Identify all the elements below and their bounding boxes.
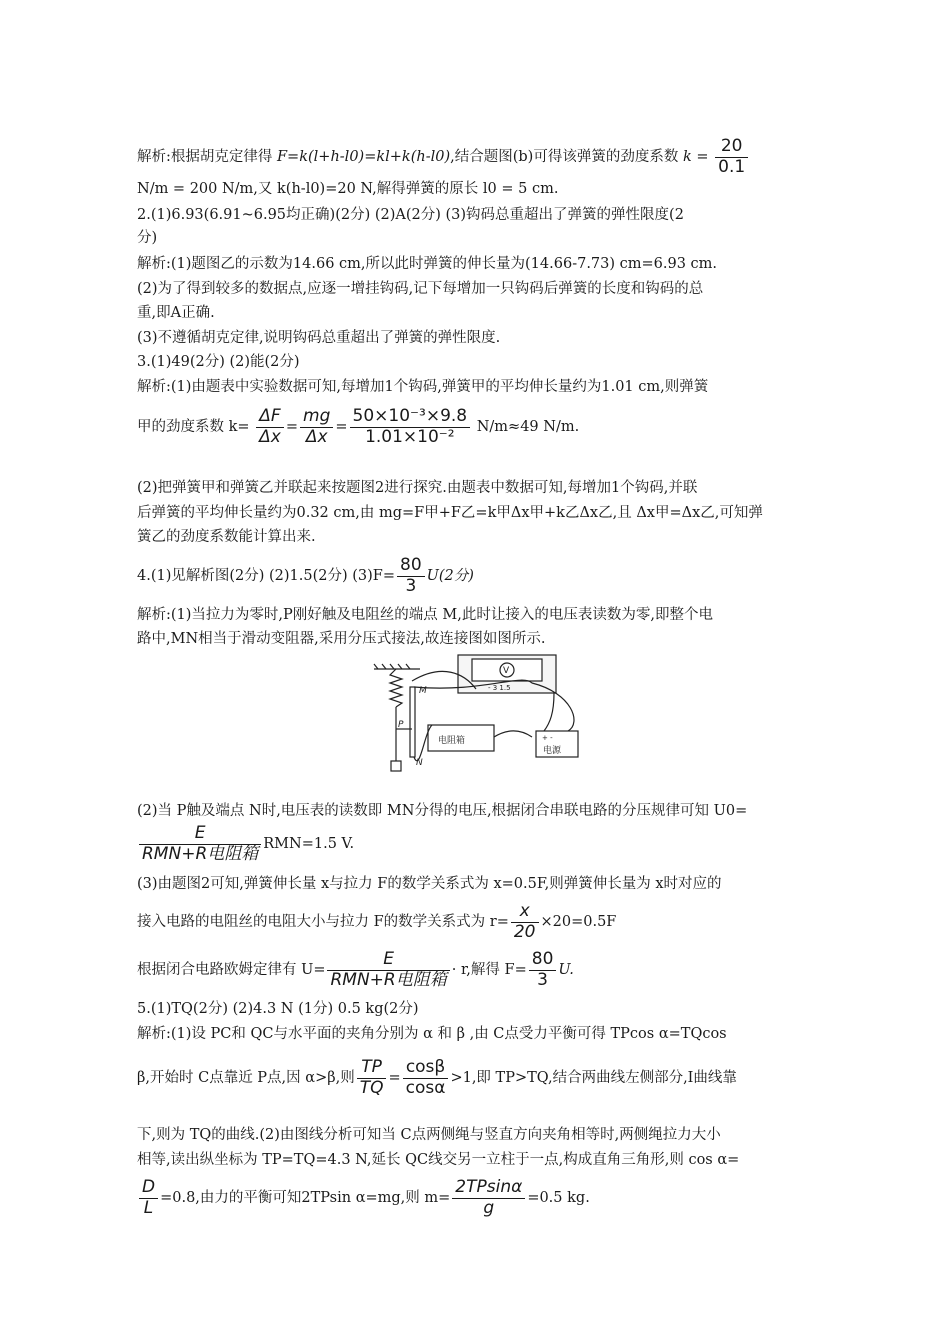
fraction	[139, 824, 261, 864]
denominator: cosα	[405, 1077, 446, 1098]
q5-solution-2b: 相等,读出纵坐标为 TP=TQ=4.3 N,延长 QC线交另一立柱于一点,构成直角三角形,则 cos α=	[137, 1152, 740, 1168]
wire	[544, 693, 554, 731]
text: ×20=0.5F	[540, 914, 617, 931]
q2-answer: 2.(1)6.93(6.91~6.95均正确)(2分) (2)A(2分) (3)钩码总重超出了弹簧的弹性限度(2	[137, 207, 684, 223]
text: 根据闭合电路欧姆定律有 U=	[137, 962, 326, 979]
numerator: E	[327, 950, 449, 971]
fraction	[715, 137, 748, 177]
weight	[391, 761, 401, 771]
denominator: g	[483, 1197, 495, 1218]
q2-answer-cont: 分)	[137, 230, 158, 246]
numerator: 50×10⁻³×9.8	[350, 407, 471, 428]
numerator: 80	[397, 556, 425, 577]
denominator: TQ	[359, 1077, 384, 1098]
q4-solution-2b	[137, 824, 354, 864]
q3-solution-2c: 簧乙的劲度系数能计算出来.	[137, 529, 316, 545]
q5-solution-1b: β,开始时 C点靠近 P点,因 α>β,则 $\frac{TP}{TQ}$ = $\frac{\cos\beta}{\cos\alpha}$ >1,即 TP>TQ,结合两曲线左侧部分,Ⅰ曲线靠	[137, 1057, 737, 1098]
text: =0.8,由力的平衡可知2TPsin α=mg,则 m=	[160, 1190, 451, 1207]
text: N/m≈49 N/m.	[476, 419, 580, 436]
fraction	[511, 902, 539, 942]
text: >1,即 TP>TQ,结合两曲线左侧部分,Ⅰ曲线靠	[450, 1070, 737, 1087]
fraction	[327, 950, 449, 990]
text: RMN=1.5 V.	[263, 836, 355, 853]
q4-answer	[137, 556, 474, 596]
denominator: Δx	[259, 426, 281, 447]
fraction	[452, 1178, 525, 1218]
text: U(2分)	[426, 568, 474, 585]
denominator: Δx	[305, 426, 328, 447]
wire	[414, 725, 432, 761]
q3-answer: 3.(1)49(2分) (2)能(2分)	[137, 354, 300, 370]
text: U.	[558, 962, 574, 979]
fraction	[403, 1058, 449, 1098]
q3-solution-2a: (2)把弹簧甲和弹簧乙并联起来按题图2进行探究.由题表中数据可知,每增加1个钩码,并联	[137, 480, 698, 496]
q5-answer: 5.(1)TQ(2分) (2)4.3 N (1分) 0.5 kg(2分)	[137, 1001, 419, 1017]
q4-solution-1b: 路中,MN相当于滑动变阻器,采用分压式接法,故连接图如图所示.	[137, 631, 546, 647]
numerator: mg	[300, 407, 333, 428]
q5-solution-2a: 下,则为 TQ的曲线.(2)由图线分析可知当 C点两侧绳与竖直方向夹角相等时,两侧绳拉力大小	[137, 1127, 721, 1143]
fraction	[350, 407, 471, 447]
numerator: ΔF	[256, 407, 284, 428]
denominator: RMN+R电阻箱	[142, 843, 259, 864]
denominator: 20	[513, 921, 536, 942]
denominator: 1.01×10⁻²	[365, 426, 455, 447]
label-m: M	[419, 686, 427, 696]
q4-solution-4	[137, 950, 574, 990]
q2-solution-2b: 重,即A正确.	[137, 305, 215, 321]
q5-solution-3	[137, 1178, 590, 1218]
q5-solution-1a: 解析:(1)设 PC和 QC与水平面的夹角分别为 α 和 β ,由 C点受力平衡可得 TPcos α=TQcos	[137, 1026, 727, 1042]
resistance-wire	[410, 687, 415, 757]
label-n: N	[416, 758, 423, 768]
q1-solution-line1: 解析:根据胡克定律得 F=k(l+h-l0)=kl+k(h-l0),结合题图(b)可得该弹簧的劲度系数 k = $\frac{20}{0.1}$	[137, 137, 750, 177]
numerator: D	[139, 1178, 158, 1199]
voltmeter-scale: - 3 1.5	[488, 684, 511, 692]
fraction	[256, 407, 284, 447]
voltmeter-label: V	[503, 666, 510, 676]
numerator: 2TPsinα	[452, 1178, 525, 1199]
numerator: E	[139, 824, 261, 845]
switch	[494, 731, 532, 737]
numerator: TP	[357, 1058, 387, 1079]
terminals-label: + -	[542, 734, 553, 742]
text: β,开始时 C点靠近 P点,因 α>β,则	[137, 1070, 355, 1087]
denominator: RMN+R电阻箱	[330, 969, 447, 990]
denominator: L	[143, 1197, 154, 1218]
q2-solution-3: (3)不遵循胡克定律,说明钩码总重超出了弹簧的弹性限度.	[137, 330, 501, 346]
q4-solution-2a: (2)当 P触及端点 N时,电压表的读数即 MN分得的电压,根据闭合串联电路的分压规律可知 U0=	[137, 803, 748, 819]
text: 解析:根据胡克定律得	[137, 149, 277, 166]
q4-solution-1a: 解析:(1)当拉力为零时,P刚好触及电阻丝的端点 M,此时让接入的电压表读数为零,即整个电	[137, 607, 713, 623]
q3-solution-1a: 解析:(1)由题表中实验数据可知,每增加1个钩码,弹簧甲的平均伸长量约为1.01 cm,则弹簧	[137, 379, 709, 395]
formula: F=k(l+h-l0)=kl+k(h-l0)	[277, 149, 451, 166]
text: 4.(1)见解析图(2分) (2)1.5(2分) (3)F=	[137, 568, 396, 585]
q2-solution-1: 解析:(1)题图乙的示数为14.66 cm,所以此时弹簧的伸长量为(14.66-7.73) cm=6.93 cm.	[137, 256, 718, 272]
denominator: 3	[537, 969, 548, 990]
k-label: k	[682, 149, 692, 166]
power-supply-label: 电源	[543, 746, 562, 756]
q3-solution-1b: 甲的劲度系数 k= $\frac{\Delta F}{\Delta x}$ = $\frac{mg}{\Delta x}$ = $\frac{\text{50×10⁻³×9.8}}{\text{1.01×10⁻²}}$ N/m≈49 N/m.	[137, 406, 580, 447]
fraction	[397, 556, 425, 596]
q1-solution-line2: N/m = 200 N/m,又 k(h-l0)=20 N,解得弹簧的原长 l0 = 5 cm.	[137, 181, 559, 197]
numerator: cosβ	[403, 1058, 449, 1079]
denominator: 3	[405, 575, 417, 596]
numerator: 20	[715, 137, 748, 158]
label-p: P	[398, 720, 404, 730]
text: · r,解得 F=	[451, 962, 527, 979]
text: 甲的劲度系数 k=	[137, 419, 250, 436]
q2-solution-2a: (2)为了得到较多的数据点,应逐一增挂钩码,记下每增加一只钩码后弹簧的长度和钩码的总	[137, 281, 704, 297]
text: 接入电路的电阻丝的电阻大小与拉力 F的数学关系式为 r=	[137, 914, 509, 931]
numerator: 80	[529, 950, 557, 971]
text: =0.5 kg.	[527, 1190, 590, 1207]
numerator: x	[511, 902, 539, 923]
spring	[390, 669, 402, 707]
circuit-diagram	[372, 653, 604, 777]
fraction	[300, 407, 333, 447]
fraction	[139, 1178, 158, 1218]
fraction	[529, 950, 557, 990]
q4-solution-3a: (3)由题图2可知,弹簧伸长量 x与拉力 F的数学关系式为 x=0.5F,则弹簧伸长量为 x时对应的	[137, 876, 722, 892]
text: ,结合题图(b)可得该弹簧的劲度系数	[450, 149, 683, 166]
denominator: 0.1	[718, 156, 746, 177]
q3-solution-2b: 后弹簧的平均伸长量约为0.32 cm,由 mg=F甲+F乙=k甲Δx甲+k乙Δx乙,且 Δx甲=Δx乙,可知弹	[137, 505, 763, 521]
fraction	[357, 1058, 387, 1098]
q4-solution-3b	[137, 902, 616, 942]
resistance-box-label: 电阻箱	[438, 736, 466, 746]
